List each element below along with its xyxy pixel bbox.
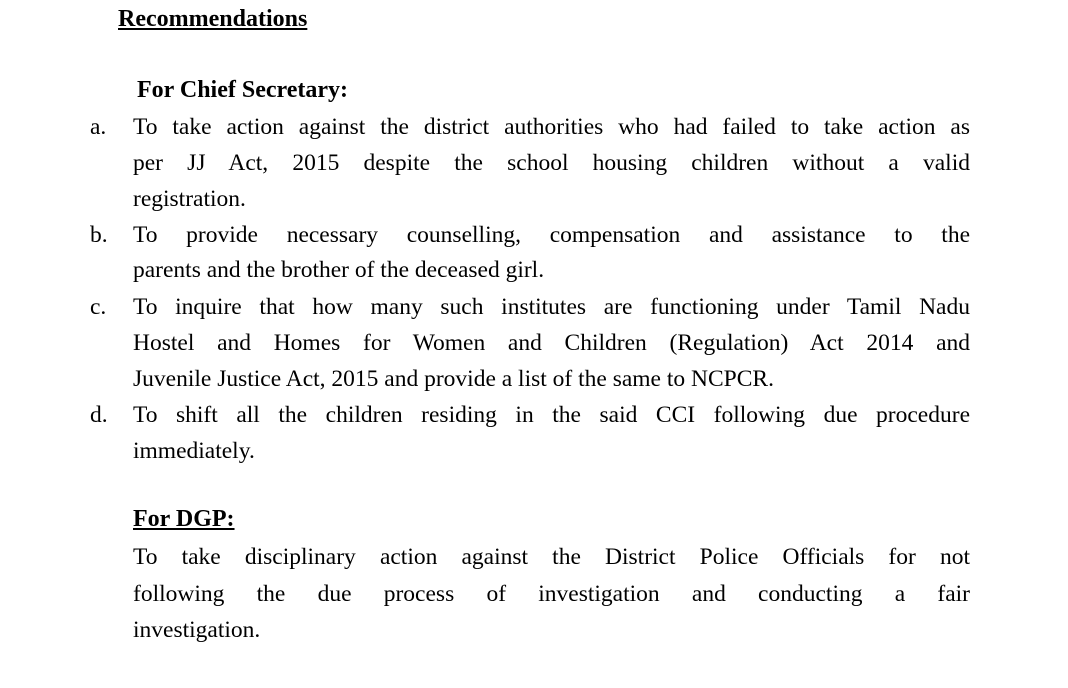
list-item-label: c. <box>90 294 107 320</box>
list-item-label: b. <box>90 222 108 248</box>
list-item-line: To shift all the children residing in the said CCI following due procedure <box>133 402 970 428</box>
list-item-line: Hostel and Homes for Women and Children (Regulation) Act 2014 and <box>133 330 970 356</box>
list-item-label: d. <box>90 402 108 428</box>
dgp-line: following the due process of investigation and conducting a fair <box>133 581 970 607</box>
dgp-line: investigation. <box>133 617 261 643</box>
list-item-line: registration. <box>133 186 246 212</box>
dgp-heading: For DGP: <box>133 506 235 532</box>
chief-secretary-heading: For Chief Secretary: <box>137 77 349 103</box>
recommendations-heading: Recommendations <box>118 6 308 32</box>
list-item-line: Juvenile Justice Act, 2015 and provide a list of the same to NCPCR. <box>133 366 774 392</box>
list-item-line: per JJ Act, 2015 despite the school housing children without a valid <box>133 150 970 176</box>
list-item-line: To provide necessary counselling, compensation and assistance to the <box>133 222 970 248</box>
list-item-line: To inquire that how many such institutes are functioning under Tamil Nadu <box>133 294 970 320</box>
list-item-line: immediately. <box>133 438 255 464</box>
list-item-line: To take action against the district authorities who had failed to take action as <box>133 114 970 140</box>
list-item-label: a. <box>90 114 107 140</box>
dgp-line: To take disciplinary action against the District Police Officials for not <box>133 544 970 570</box>
list-item-line: parents and the brother of the deceased girl. <box>133 257 545 283</box>
